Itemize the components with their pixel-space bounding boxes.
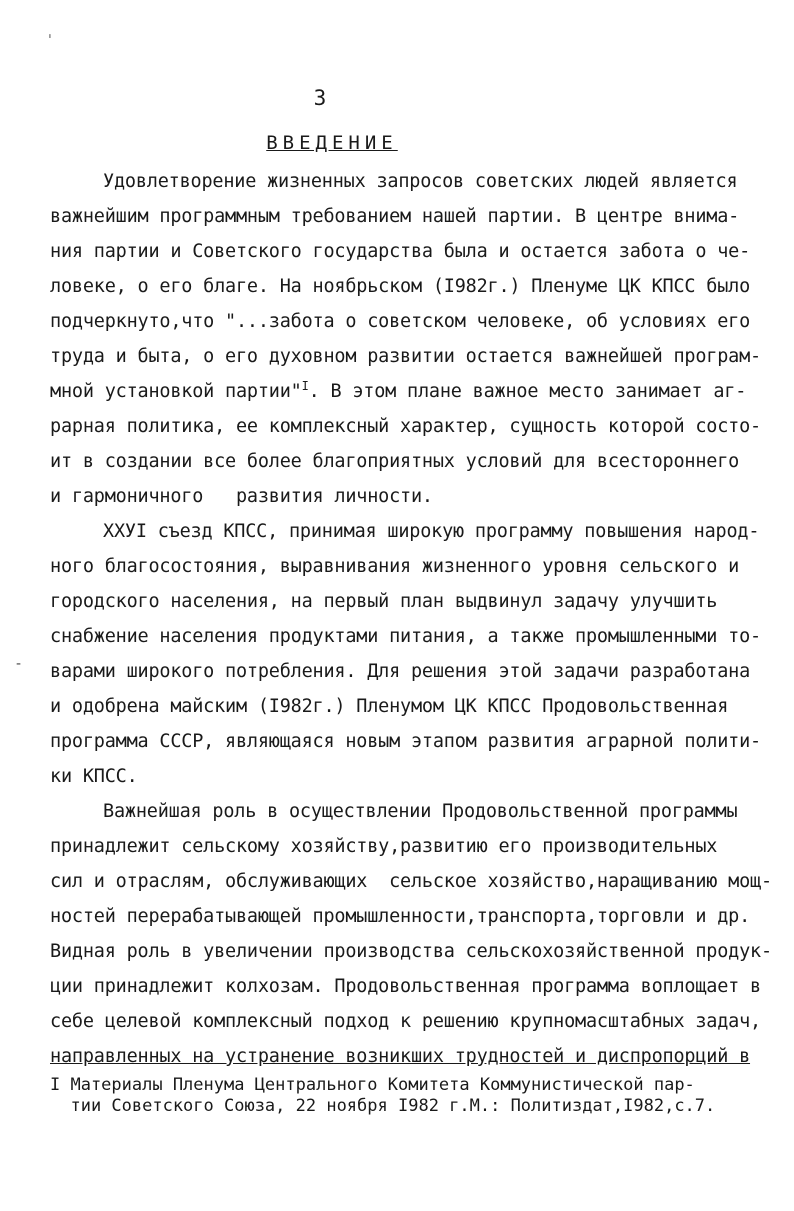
body-line: сил и отраслям, обслуживающих сельское хозяйство,наращиванию мощ- bbox=[50, 871, 772, 892]
body-line: себе целевой комплексный подход к решению крупномасштабных задач, bbox=[50, 1011, 761, 1032]
body-line: ловеке, о его благе. На ноябрьском (I982г.) Пленуме ЦК КПСС было bbox=[50, 276, 751, 297]
body-line: Видная роль в увеличении производства сельскохозяйственной продук- bbox=[50, 941, 772, 962]
body-line: и гармоничного развития личности. bbox=[50, 486, 433, 507]
body-text: . В этом плане важное место занимает аг- bbox=[308, 381, 747, 402]
footnote-reference: I bbox=[301, 379, 309, 393]
body-line: принадлежит сельскому хозяйству,развитию его производительных bbox=[50, 836, 718, 857]
footnote-line: тии Советского Союза, 22 ноября I982 г.М.: Политиздат,I982,с.7. bbox=[50, 1096, 716, 1116]
scan-artifact-tick: ˌ bbox=[48, 24, 52, 40]
body-line: Важнейшая роль в осуществлении Продовольственной программы bbox=[103, 801, 738, 822]
body-line: ции принадлежит колхозам. Продовольственная программа воплощает в bbox=[50, 976, 761, 997]
body-line: программа СССР, являющаяся новым этапом развития аграрной полити- bbox=[50, 731, 761, 752]
body-line: варами широкого потребления. Для решения этой задачи разработана bbox=[50, 661, 751, 682]
body-line: труда и быта, о его духовном развитии остается важнейшей програм- bbox=[50, 346, 761, 367]
body-line: Удовлетворение жизненных запросов советских людей является bbox=[103, 171, 738, 192]
body-line: важнейшим программным требованием нашей партии. В центре внима- bbox=[50, 206, 740, 227]
body-line-separator: направленных на устранение возникших трудностей и диспропорций в bbox=[50, 1046, 751, 1067]
body-line: и одобрена майским (I982г.) Пленумом ЦК КПСС Продовольственная bbox=[50, 696, 729, 717]
body-line: рарная политика, ее комплексный характер, сущность которой состо- bbox=[50, 416, 761, 437]
section-heading: ВВЕДЕНИЕ bbox=[266, 132, 398, 154]
body-line: ного благосостояния, выравнивания жизненного уровня сельского и bbox=[50, 556, 740, 577]
body-line: ностей перерабатывающей промышленности,транспорта,торговли и др. bbox=[50, 906, 751, 927]
body-line: снабжение населения продуктами питания, а также промышленными то- bbox=[50, 626, 761, 647]
body-line: подчеркнуто,что "...забота о советском человеке, об условиях его bbox=[50, 311, 751, 332]
body-line: городского населения, на первый план выдвинул задачу улучшить bbox=[50, 591, 718, 612]
footnote-line: I Материалы Пленума Центрального Комитета Коммунистической пар- bbox=[50, 1075, 695, 1095]
body-line: ния партии и Советского государства была и остается забота о че- bbox=[50, 241, 751, 262]
page-number: 3 bbox=[313, 86, 327, 110]
body-line: ХХУI съезд КПСС, принимая широкую программу повышения народ- bbox=[103, 521, 760, 542]
body-text: мной установкой партии" bbox=[50, 381, 302, 402]
body-line: ки КПСС. bbox=[50, 766, 138, 787]
scan-artifact-dash: - bbox=[16, 656, 22, 672]
body-line-with-footnote-ref bbox=[50, 380, 750, 405]
body-line: ит в создании все более благоприятных условий для всестороннего bbox=[50, 451, 740, 472]
